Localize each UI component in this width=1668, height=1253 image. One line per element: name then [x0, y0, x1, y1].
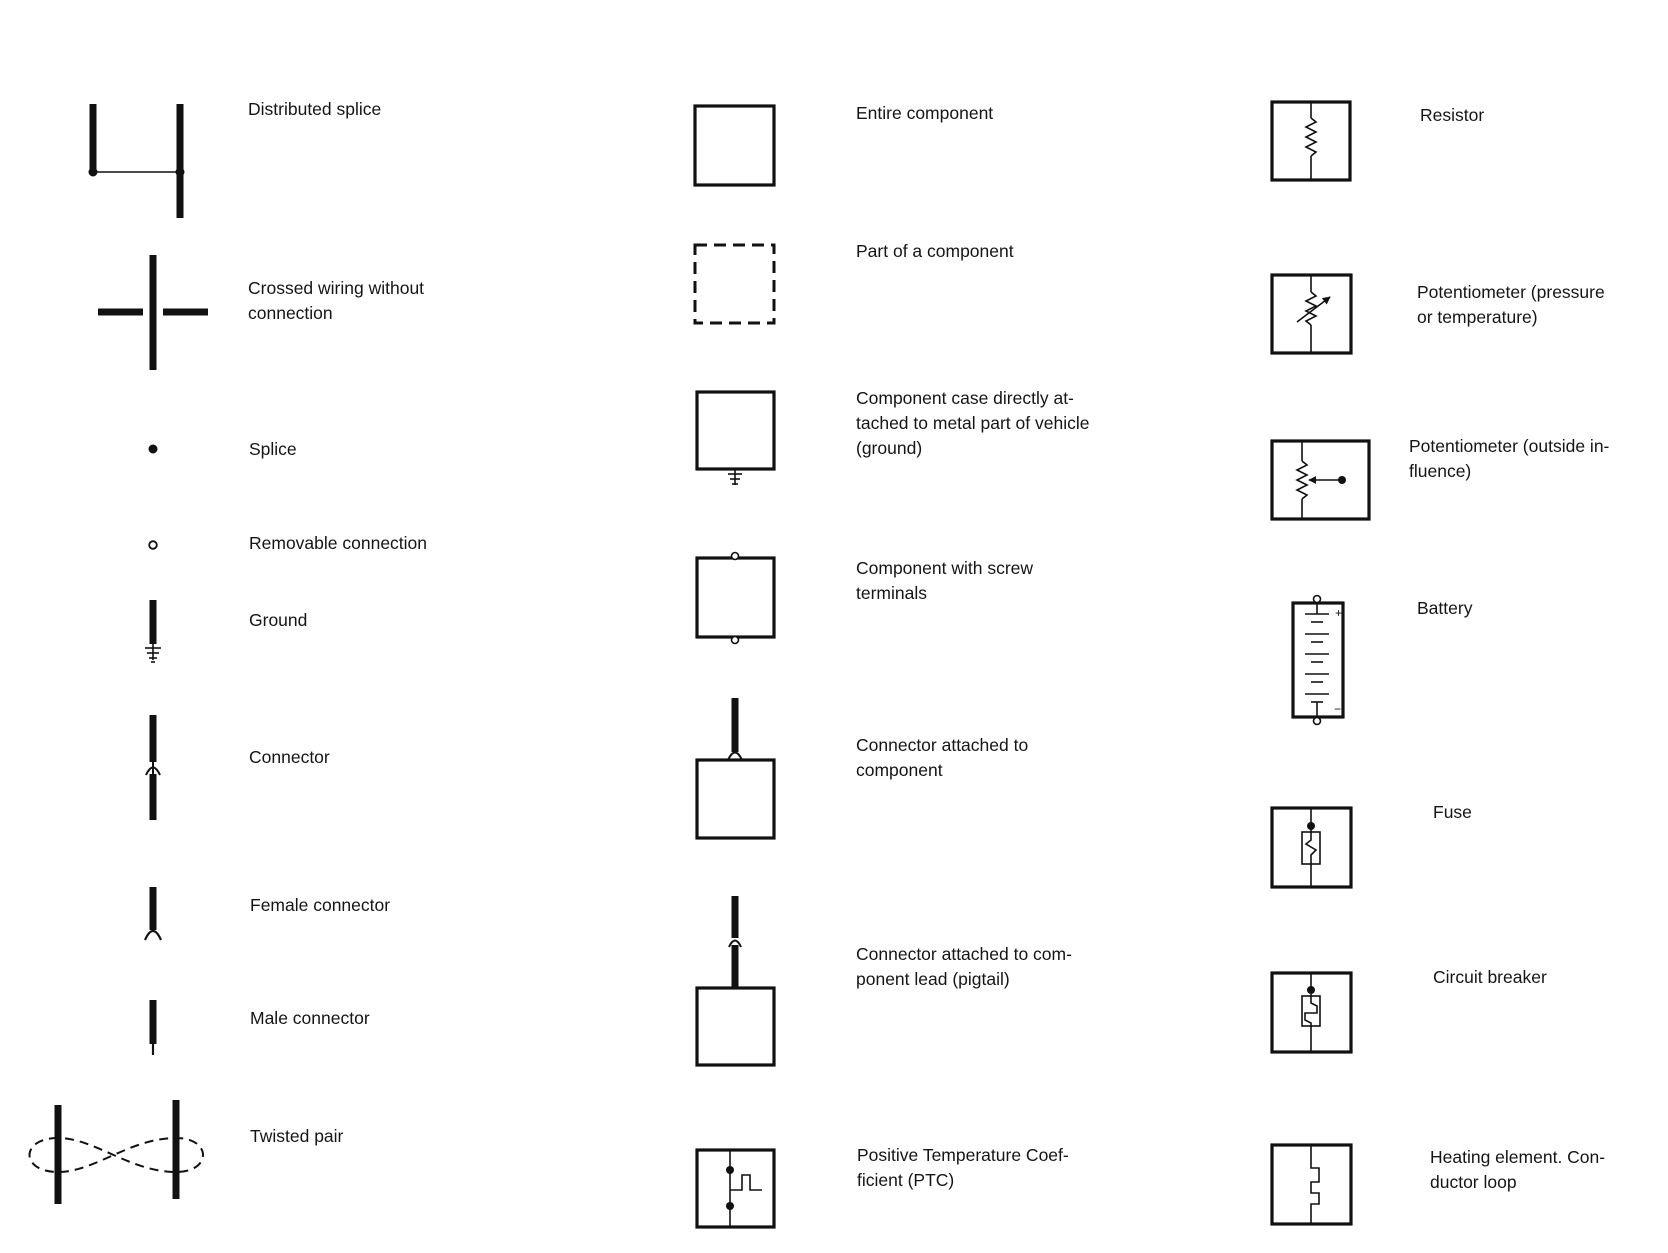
- connector-attached-lead-label: Connector attached to com- ponent lead (pigtail): [856, 944, 1072, 989]
- heating-element-label: Heating element. Con- ductor loop: [1430, 1147, 1606, 1192]
- connector-attached-component-icon: [697, 698, 774, 838]
- entire-component-label: Entire component: [856, 103, 994, 123]
- component-case-ground-label: Component case directly at- tached to metal part of vehicle (ground): [856, 388, 1090, 458]
- fuse-label: Fuse: [1433, 802, 1472, 822]
- removable-connection-label: Removable connection: [249, 533, 428, 553]
- male-connector-label: Male connector: [250, 1008, 370, 1028]
- distributed-splice-icon: [89, 104, 185, 218]
- heating-element-icon: [1272, 1145, 1351, 1224]
- potentiometer-pressure-label: Potentiometer (pressure or temperature): [1417, 282, 1605, 327]
- crossed-wiring-icon: [98, 255, 208, 370]
- ground-icon: [145, 600, 161, 662]
- potentiometer-pressure-icon: [1272, 275, 1351, 353]
- splice-label: Splice: [249, 439, 297, 459]
- connector-label: Connector: [249, 747, 330, 767]
- battery-positive-sign: +: [1335, 606, 1343, 620]
- resistor-label: Resistor: [1420, 105, 1485, 125]
- ptc-icon: [697, 1150, 774, 1227]
- twisted-pair-icon: [30, 1100, 204, 1204]
- part-of-component-icon: [695, 245, 774, 323]
- distributed-splice-label: Distributed splice: [248, 99, 382, 119]
- connector-attached-component-label: Connector attached to component: [856, 735, 1029, 780]
- resistor-icon: [1272, 102, 1350, 180]
- screw-terminals-icon: [697, 553, 774, 644]
- crossed-wiring-label: Crossed wiring without connection: [248, 278, 425, 323]
- battery-negative-sign: −: [1334, 702, 1342, 716]
- component-case-ground-icon: [697, 392, 774, 485]
- part-of-component-label: Part of a component: [856, 241, 1014, 261]
- component-screw-terminals-label: Component with screw terminals: [856, 558, 1034, 603]
- connector-icon: [146, 715, 160, 820]
- twisted-pair-label: Twisted pair: [250, 1126, 344, 1146]
- circuit-breaker-icon: [1272, 973, 1351, 1052]
- fuse-icon: [1272, 808, 1351, 887]
- potentiometer-outside-icon: [1272, 441, 1369, 519]
- connector-attached-lead-icon: [697, 896, 774, 1065]
- female-connector-icon: [145, 887, 161, 940]
- battery-icon: [1293, 596, 1343, 725]
- female-connector-label: Female connector: [250, 895, 391, 915]
- ground-label: Ground: [249, 610, 308, 630]
- circuit-breaker-label: Circuit breaker: [1433, 967, 1547, 987]
- battery-label: Battery: [1417, 598, 1473, 618]
- potentiometer-outside-label: Potentiometer (outside in- fluence): [1409, 436, 1610, 481]
- splice-dot-icon: [149, 445, 158, 454]
- entire-component-icon: [695, 106, 774, 185]
- removable-connection-icon: [149, 541, 157, 549]
- ptc-label: Positive Temperature Coef- ficient (PTC): [857, 1145, 1069, 1190]
